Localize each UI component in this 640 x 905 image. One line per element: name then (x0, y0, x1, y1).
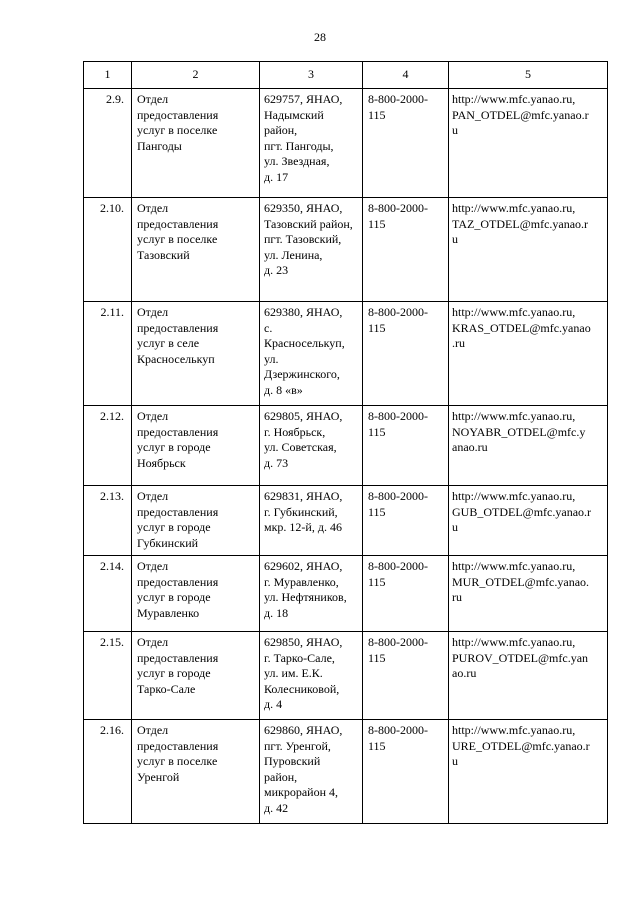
office-phone-cell (363, 556, 449, 632)
office-phone-cell (363, 198, 449, 302)
table-row (84, 198, 608, 302)
office-address: 629757, ЯНАО, Надымский район, пгт. Пангоды, ул. Звездная, д. 17 (264, 92, 343, 184)
office-address-cell (260, 556, 363, 632)
office-contacts: http://www.mfc.yanao.ru, URE_OTDEL@mfc.yanao.r u (452, 723, 590, 768)
office-address-cell (260, 89, 363, 198)
row-number-cell (84, 556, 132, 632)
table-row (84, 720, 608, 824)
row-number: 2.11. (100, 305, 124, 319)
office-name-cell (132, 406, 260, 486)
office-phone: 8-800-2000- 115 (368, 559, 428, 589)
row-number-cell (84, 720, 132, 824)
office-phone: 8-800-2000- 115 (368, 201, 428, 231)
office-name-cell (132, 198, 260, 302)
table-row (84, 556, 608, 632)
office-contacts: http://www.mfc.yanao.ru, GUB_OTDEL@mfc.yanao.r u (452, 489, 592, 534)
office-address: 629602, ЯНАО, г. Муравленко, ул. Нефтяников, д. 18 (264, 559, 347, 620)
row-number: 2.16. (100, 723, 124, 737)
row-number: 2.12. (100, 409, 124, 423)
office-phone: 8-800-2000- 115 (368, 409, 428, 439)
office-address-cell (260, 406, 363, 486)
office-address: 629860, ЯНАО, пгт. Уренгой, Пуровский район, микрорайон 4, д. 42 (264, 723, 343, 815)
office-name-cell (132, 89, 260, 198)
office-contacts-cell (449, 89, 608, 198)
office-name: Отдел предоставления услуг в городе Муравленко (137, 559, 219, 620)
row-number: 2.13. (100, 489, 124, 503)
row-number-cell (84, 486, 132, 556)
row-number-cell (84, 406, 132, 486)
office-contacts-cell (449, 632, 608, 720)
office-contacts: http://www.mfc.yanao.ru, KRAS_OTDEL@mfc.yanao .ru (452, 305, 591, 350)
column-header-phone: 4 (363, 62, 449, 89)
office-contacts-cell (449, 556, 608, 632)
office-name-cell (132, 556, 260, 632)
office-phone-cell (363, 406, 449, 486)
office-name: Отдел предоставления услуг в поселке Тазовский (137, 201, 219, 262)
office-contacts-cell (449, 720, 608, 824)
office-phone-cell (363, 486, 449, 556)
table-row (84, 632, 608, 720)
office-address: 629831, ЯНАО, г. Губкинский, мкр. 12-й, д. 46 (264, 489, 343, 534)
office-name-cell (132, 632, 260, 720)
office-address: 629850, ЯНАО, г. Тарко-Сале, ул. им. Е.К. Колесниковой, д. 4 (264, 635, 343, 711)
office-phone: 8-800-2000- 115 (368, 489, 428, 519)
table-row (84, 89, 608, 198)
office-contacts-cell (449, 198, 608, 302)
table-row (84, 302, 608, 406)
column-header-name: 2 (132, 62, 260, 89)
office-name-cell (132, 302, 260, 406)
row-number-cell (84, 632, 132, 720)
office-phone-cell (363, 720, 449, 824)
office-name: Отдел предоставления услуг в городе Тарко-Сале (137, 635, 219, 696)
office-address-cell (260, 720, 363, 824)
office-phone: 8-800-2000- 115 (368, 635, 428, 665)
office-name: Отдел предоставления услуг в городе Ноябрьск (137, 409, 219, 470)
table-header-row (84, 62, 608, 89)
mfc-offices-table (83, 61, 608, 824)
row-number: 2.9. (106, 92, 124, 106)
office-name-cell (132, 720, 260, 824)
row-number: 2.15. (100, 635, 124, 649)
office-contacts: http://www.mfc.yanao.ru, MUR_OTDEL@mfc.yanao. ru (452, 559, 590, 604)
office-contacts: http://www.mfc.yanao.ru, TAZ_OTDEL@mfc.yanao.r u (452, 201, 589, 246)
office-name: Отдел предоставления услуг в поселке Пангоды (137, 92, 219, 153)
row-number-cell (84, 89, 132, 198)
office-address: 629380, ЯНАО, с. Красноселькуп, ул. Дзержинского, д. 8 «в» (264, 305, 345, 397)
office-contacts: http://www.mfc.yanao.ru, NOYABR_OTDEL@mfc.y anao.ru (452, 409, 586, 454)
office-phone: 8-800-2000- 115 (368, 92, 428, 122)
row-number-cell (84, 302, 132, 406)
row-number-cell (84, 198, 132, 302)
table-row (84, 406, 608, 486)
office-phone-cell (363, 632, 449, 720)
office-name-cell (132, 486, 260, 556)
column-header-number: 1 (84, 62, 132, 89)
row-number: 2.14. (100, 559, 124, 573)
office-contacts: http://www.mfc.yanao.ru, PUROV_OTDEL@mfc.yan ao.ru (452, 635, 589, 680)
office-phone: 8-800-2000- 115 (368, 723, 428, 753)
office-phone-cell (363, 302, 449, 406)
office-address: 629350, ЯНАО, Тазовский район, пгт. Тазовский, ул. Ленина, д. 23 (264, 201, 353, 277)
office-contacts-cell (449, 486, 608, 556)
row-number: 2.10. (100, 201, 124, 215)
office-address-cell (260, 486, 363, 556)
office-contacts-cell (449, 302, 608, 406)
office-contacts-cell (449, 406, 608, 486)
office-name: Отдел предоставления услуг в городе Губкинский (137, 489, 219, 550)
office-address: 629805, ЯНАО, г. Ноябрьск, ул. Советская, д. 73 (264, 409, 343, 470)
table-row (84, 486, 608, 556)
office-phone: 8-800-2000- 115 (368, 305, 428, 335)
office-address-cell (260, 632, 363, 720)
column-header-address: 3 (260, 62, 363, 89)
office-address-cell (260, 302, 363, 406)
office-contacts: http://www.mfc.yanao.ru, PAN_OTDEL@mfc.yanao.r u (452, 92, 589, 137)
page-number: 28 (314, 30, 326, 44)
column-header-contacts: 5 (449, 62, 608, 89)
office-name: Отдел предоставления услуг в поселке Уренгой (137, 723, 219, 784)
office-phone-cell (363, 89, 449, 198)
office-name: Отдел предоставления услуг в селе Красноселькуп (137, 305, 219, 366)
office-address-cell (260, 198, 363, 302)
